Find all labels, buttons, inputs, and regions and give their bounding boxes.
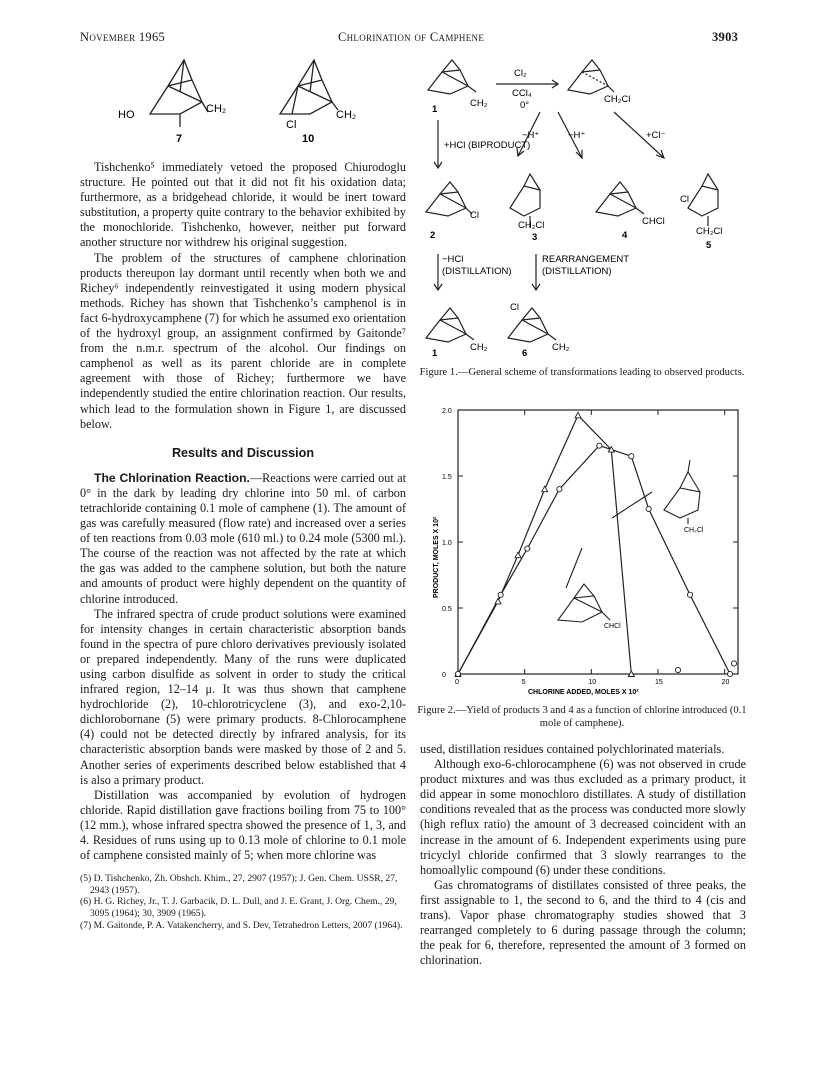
run-head: The Chlorination Reaction. [94, 470, 250, 485]
fig1-arrow-cl: +Cl⁻ [646, 130, 666, 141]
footnote-5: (5) D. Tishchenko, Zh. Obshch. Khim., 27, 2907 (1957); J. Gen. Chem. USSR, 27, 2943 (1957). [80, 873, 398, 896]
right-paragraph-2: Although exo-6-chlorocamphene (6) was not observed in crude product mixtures and was thus excluded as a primary product, it did appear in some monochloro distillates. A study of distillation conditions revealed that as the process was conducted more slowly (high reflux ratio) the amount of 3 decreased coincident with an increase in the amount of 6. Independent experiments using pure tricyclyl chloride confirmed that 3 slowly rearranges to the homoallylic compound (6) under these conditions. [420, 757, 746, 877]
fig1-cl-6: Cl [510, 302, 519, 313]
s10-ch2: CH₂ [336, 109, 357, 121]
fig2-point-circle [727, 671, 732, 676]
header-left: November 1965 [80, 30, 166, 44]
fig1-chcl-4: CHCl [642, 216, 665, 227]
s10-label: 10 [302, 133, 315, 145]
s7-label: 7 [176, 133, 183, 145]
fig1-label-1: 1 [432, 104, 438, 115]
fig2-point-circle [557, 487, 562, 492]
fig2-xtick-label: 5 [521, 679, 526, 686]
fig2-xtick-label: 10 [588, 679, 597, 686]
fig2-series-line-2 [458, 446, 730, 674]
fig2-series-line-1 [458, 415, 631, 674]
s10-cl: Cl [286, 119, 297, 131]
fig2-inset-struct-bottom [558, 584, 610, 622]
left-paragraph-3 [80, 471, 406, 607]
fig2-point-circle [629, 454, 634, 459]
s7-ch2: CH₂ [206, 103, 227, 115]
fig2-plot-frame [458, 410, 738, 674]
fig2-point-circle [646, 506, 651, 511]
figure-1-scheme [418, 58, 748, 358]
fig2-ytick-label: 2.0 [442, 408, 452, 415]
fig2-inset-struct-top [664, 460, 700, 524]
fig2-xtick-label: 15 [655, 679, 663, 686]
fig1-arrow-h1: −H⁺ [522, 130, 540, 141]
footnote-7: (7) M. Gaitonde, P. A. Vatakencherry, and S. Dev, Tetrahedron Letters, 2007 (1964). [80, 919, 403, 931]
fig2-ylabel: PRODUCT, MOLES X 10² [433, 516, 440, 598]
left-column [80, 160, 406, 931]
fig2-ytick-label: 0.5 [442, 606, 452, 613]
structures-7-10 [110, 52, 370, 147]
fig2-struct-label-top: CH₂Cl [684, 527, 704, 534]
fig1-arrow-hcl: +HCl (BIPRODUCT) [444, 140, 531, 151]
left-paragraph-5: Distillation was accompanied by evolution of hydrogen chloride. Rapid distillation gave fractions boiling from 75 to 100° (12 mm.), whose infrared spectra showed the presence of 1, 3, and 4. Residues of runs using up to 0.13 mole of chlorine to 0.1 mole of camphene consisted mainly of 5; when more chlorine was [80, 787, 406, 863]
left-paragraph-4: The infrared spectra of crude product solutions were examined for intensity changes in certain characteristic absorption bands found in the spectra of pure chloro derivatives previously isolated or prepared independently. Many of the runs were duplicated using carbon disulfide as solvent in order to study the critical infrared region, 12–14 μ. It was thus shown that camphene hydrochloride (2), 10-chlorotricyclene (3), and exo-2,10-dichlorobornane (5) were primary products. 8-Chlorocamphene (4) could not be detected directly by infrared analysis, for its characteristic absorption bands were masked by those of 2 and 5. Another series of experiments described below established that 4 is also a primary product. [80, 606, 406, 787]
figure-2-caption: Figure 2.—Yield of products 3 and 4 as a function of chlorine introduced (0.1 mole of camphene). [417, 705, 747, 729]
fig2-pointer-top [612, 492, 652, 518]
fig2-ytick-label: 0 [442, 672, 446, 679]
fig1-label-4: 4 [622, 230, 628, 241]
fig1-label-1b: 1 [432, 348, 438, 358]
footnotes [80, 873, 406, 931]
figure-2-chart [418, 398, 750, 698]
fig1-reagent-mid: CCl₄ [512, 88, 532, 99]
fig2-point-triangle [495, 598, 501, 604]
fig2-point-circle [687, 592, 692, 597]
figure-1-caption: Figure 1.—General scheme of transformations leading to observed products. [419, 367, 745, 378]
right-paragraph-3: Gas chromatograms of distillates consisted of three peaks, the first assignable to 1, the second to 6, and the third to 4 (cis and trans). Vapor phase chromatography studies showed that 3 rearranged completely to 6 during passage through the column; the peak for 6, therefore, represented the amount of 3 formed on chlorination. [420, 877, 746, 968]
fig2-point-triangle [575, 412, 581, 418]
footnote-6: (6) H. G. Richey, Jr., T. J. Garbacik, D. L. Dull, and J. E. Grant, J. Org. Chem., 29, 3095 (1964); 30, 3909 (1965). [80, 896, 397, 919]
section-title: Results and Discussion [171, 445, 315, 460]
fig1-reagent-bot: 0° [520, 100, 530, 111]
fig2-xlabel: CHLORINE ADDED, MOLES X 10² [528, 689, 639, 696]
right-paragraph-1: used, distillation residues contained polychlorinated materials. [420, 742, 725, 756]
fig2-point-circle [455, 671, 460, 676]
fig2-point-circle [597, 443, 602, 448]
fig1-label-5: 5 [706, 240, 712, 251]
fig2-xtick-label: 0 [455, 679, 459, 686]
fig2-point-triangle [542, 486, 548, 492]
fig1-ch2-6: CH₂ [552, 342, 570, 353]
left-paragraph-2: The problem of the structures of camphene chlorination products thereupon lay dormant until recently when both we and Richey⁶ independently reinvestigated it using modern physical methods. Richey has shown that Tishchenko’s camphenol is in fact 6-hydroxycamphene (7) for which he assumed exo orientation of the hydroxyl group, an assignment confirmed by Gaitonde⁷ from the n.m.r. spectrum of the alcohol. Our findings on camphenol as well as its parent chloride are in complete agreement with those of Richey; furthermore we have independently studied the entire chlorination reaction. Our results, which lead to the formulation shown in Figure 1, are discussed below. [80, 250, 406, 431]
header-center: Chlorination of Camphene [338, 30, 485, 44]
fig2-extra-point [731, 661, 736, 666]
fig1-reagent-top: Cl₂ [514, 68, 527, 79]
fig1-hcl-dist-2: (DISTILLATION) [442, 266, 512, 277]
fig1-ch2cl-3: CH₂Cl [518, 220, 545, 231]
fig2-point-circle [525, 546, 530, 551]
fig1-rearr-2: (DISTILLATION) [542, 266, 612, 277]
fig1-ch2cl-a: CH₂Cl [604, 94, 631, 105]
right-column [420, 742, 746, 968]
page-number: 3903 [712, 30, 739, 44]
fig2-ytick-label: 1.5 [442, 474, 452, 481]
fig2-extra-point [675, 667, 680, 672]
left-paragraph-3-text: —Reactions were carried out at 0° in the dark by leading dry chlorine into 50 ml. of carbon tetrachloride containing 0.1 mole of camphene (1). The amount of gas was carefully measured (flow rate) and increased over a series of ten reactions from 0.03 mole (610 ml.) to 0.24 mole (5300 ml.). The course of the reaction was not affected by the rate at which the gas was added to the camphene solution, but both the nature and amounts of product were highly dependent on the quantity of chlorine introduced. [80, 470, 406, 606]
fig1-ch2cl-5: CH₂Cl [696, 226, 723, 237]
fig2-point-circle [498, 592, 503, 597]
fig1-label-6: 6 [522, 348, 528, 358]
fig1-rearr-1: REARRANGEMENT [542, 254, 630, 265]
fig1-hcl-dist-1: −HCl [442, 254, 464, 265]
fig1-cl-5: Cl [680, 194, 689, 205]
fig1-label-3: 3 [532, 232, 538, 243]
fig2-struct-label-bottom: CHCl [604, 623, 621, 630]
fig1-cl-2: Cl [470, 210, 479, 221]
fig2-xtick-label: 20 [721, 679, 730, 686]
fig1-arrow-h2: −H⁺ [568, 130, 586, 141]
left-paragraph-1: Tishchenko⁵ immediately vetoed the proposed Chiurodoglu structure. He pointed out that it did not fit his oxidation data; furthermore, as a bridgehead chloride, it would be inert toward substitution, a property quite contrary to the behavior exhibited by the monochloride. Tishchenko, however, neither put forward another structure nor withdrew his original suggestion. [80, 160, 406, 250]
fig2-ytick-label: 1.0 [442, 540, 452, 547]
fig2-point-triangle [515, 552, 521, 558]
fig1-label-2: 2 [430, 230, 436, 241]
fig1-ch2-a: CH₂ [470, 98, 488, 109]
fig2-pointer-bottom [566, 548, 582, 588]
fig1-ch2-b: CH₂ [470, 342, 488, 353]
s7-ho: HO [118, 109, 135, 121]
